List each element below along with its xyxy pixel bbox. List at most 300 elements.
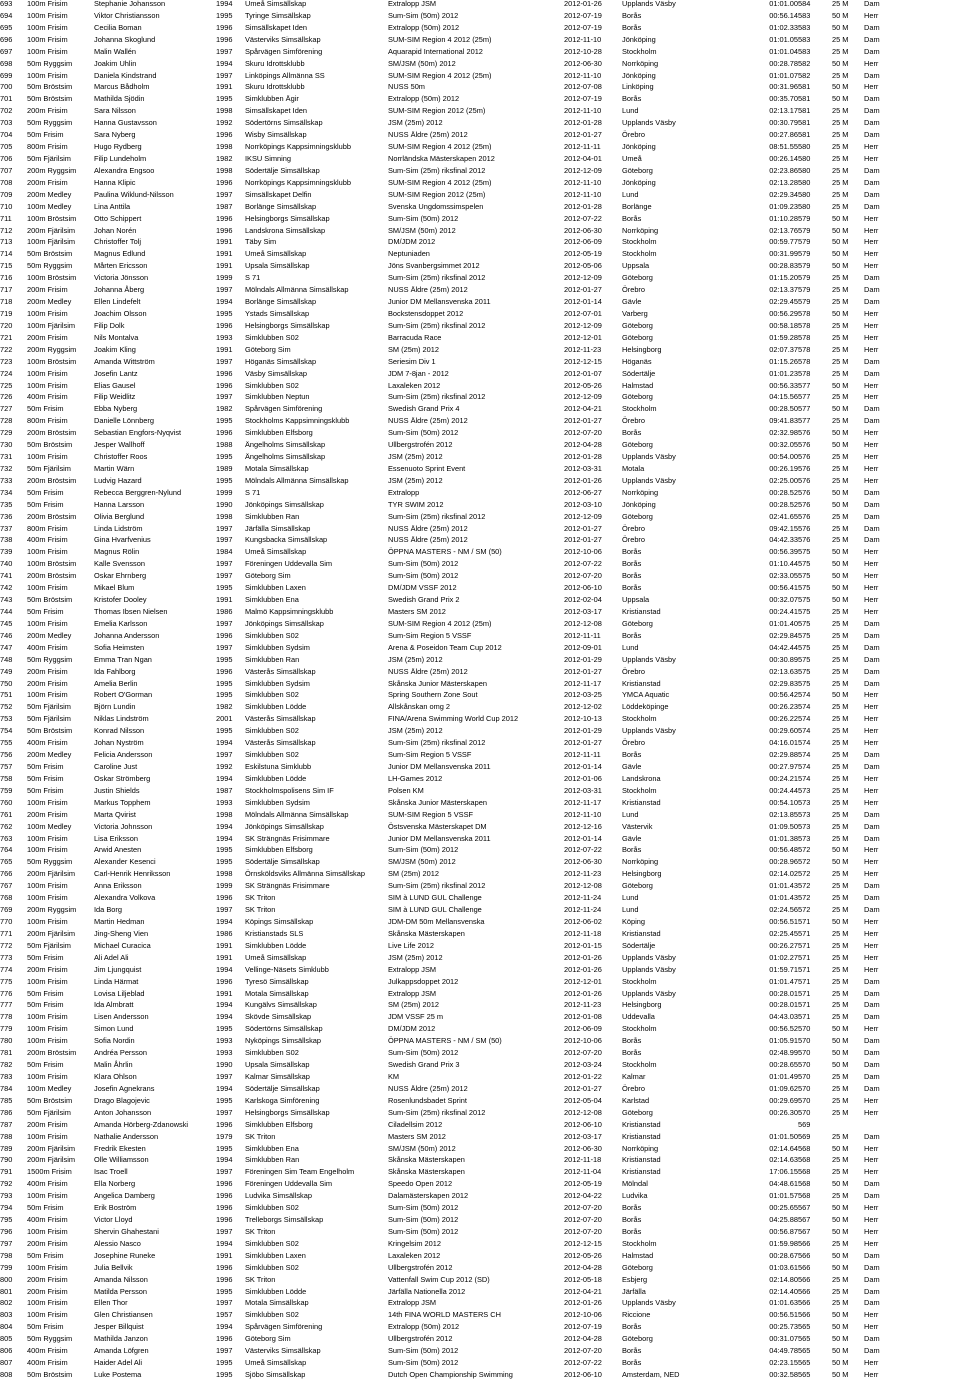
cell-competition: DM/JDM VSSF 2012 — [388, 583, 457, 593]
cell-club: Borlänge Simsällskap — [245, 201, 317, 211]
cell-location: Stockholm — [622, 46, 657, 56]
cell-birth-year: 1996 — [216, 1191, 233, 1201]
cell-name: Angelica Damberg — [94, 1191, 155, 1201]
cell-birth-year: 1996 — [216, 893, 233, 903]
cell-birth-year: 1982 — [216, 153, 233, 163]
cell-pool: 50 M — [832, 404, 849, 414]
cell-location: Upplands Väsby — [622, 475, 676, 485]
cell-birth-year: 1997 — [216, 1167, 233, 1177]
cell-date: 2012-01-27 — [564, 666, 602, 676]
cell-competition: Sum-Sim (50m) 2012 — [388, 1048, 459, 1058]
cell-club: Jönköpings Simsällskap — [245, 499, 324, 509]
cell-date: 2012-11-11 — [564, 142, 601, 152]
table-row — [0, 666, 960, 678]
cell-name: Joakim Uhlin — [94, 58, 137, 68]
cell-rank: 709 — [0, 189, 13, 199]
cell-name: Johanna Andersson — [94, 630, 160, 640]
cell-gender: Herr — [864, 10, 879, 20]
cell-location: Umeå — [622, 153, 642, 163]
cell-rank: 763 — [0, 833, 13, 843]
cell-rank: 772 — [0, 940, 13, 950]
cell-gender: Dam — [864, 1286, 880, 1296]
cell-event: 100m Medley — [27, 201, 72, 211]
cell-competition: Masters SM 2012 — [388, 607, 446, 617]
cell-event: 400m Frisim — [27, 535, 68, 545]
cell-club: Skuru Idrottsklubb — [245, 82, 305, 92]
cell-time: 02:48.99 — [769, 1048, 798, 1058]
cell-time: 00:56.87 — [769, 1226, 798, 1236]
cell-competition: Sum-Sim Region 5 VSSF — [388, 630, 472, 640]
cell-rank: 799 — [0, 1262, 13, 1272]
cell-gender: Herr — [864, 845, 879, 855]
cell-gender: Dam — [864, 976, 880, 986]
cell-rank: 765 — [0, 857, 13, 867]
cell-rank: 733 — [0, 475, 13, 485]
cell-club: Simsällskapet Iden — [245, 22, 308, 32]
cell-time: 04:15.56 — [769, 392, 798, 402]
cell-name: Drago Blagojevic — [94, 1095, 150, 1105]
cell-gender: Herr — [864, 571, 879, 581]
table-row — [0, 606, 960, 618]
cell-club: Mölndals Allmänna Simsällskap — [245, 475, 349, 485]
cell-competition: Skånska Mästerskapen — [388, 928, 465, 938]
cell-competition: SM (25m) 2012 — [388, 344, 439, 354]
cell-club: Simklubben Ena — [245, 595, 299, 605]
cell-event: 50m Frisim — [27, 785, 64, 795]
cell-name: Amanda Hörberg-Zdanowski — [94, 1119, 189, 1129]
cell-name: Amanda Nilsson — [94, 1274, 148, 1284]
table-row — [0, 141, 960, 153]
cell-points: 581 — [798, 82, 811, 92]
cell-gender: Herr — [864, 559, 879, 569]
cell-competition: JSM (25m) 2012 — [388, 475, 443, 485]
cell-club: Helsingborgs Simsällskap — [245, 213, 330, 223]
cell-birth-year: 1995 — [216, 857, 233, 867]
cell-pool: 50 M — [832, 1370, 849, 1380]
cell-name: Fredrik Ekesten — [94, 1143, 146, 1153]
cell-pool: 25 M — [832, 750, 849, 760]
table-row — [0, 749, 960, 761]
cell-location: Stockholm — [622, 1060, 657, 1070]
cell-location: Stockholm — [622, 976, 657, 986]
cell-birth-year: 1995 — [216, 845, 233, 855]
cell-gender: Herr — [864, 153, 879, 163]
cell-location: Jönköping — [622, 34, 656, 44]
cell-competition: Swedish Grand Prix 4 — [388, 404, 460, 414]
cell-birth-year: 1995 — [216, 452, 233, 462]
table-row — [0, 1119, 960, 1131]
cell-points: 566 — [798, 1250, 811, 1260]
cell-date: 2012-02-04 — [564, 595, 602, 605]
table-row — [0, 534, 960, 546]
cell-rank: 786 — [0, 1107, 13, 1117]
cell-birth-year: 1994 — [216, 1083, 233, 1093]
cell-date: 2012-03-25 — [564, 690, 602, 700]
cell-event: 200m Medley — [27, 750, 72, 760]
table-row — [0, 558, 960, 570]
table-row — [0, 93, 960, 105]
cell-birth-year: 1994 — [216, 833, 233, 843]
cell-points: 579 — [798, 285, 811, 295]
cell-event: 200m Frisim — [27, 1274, 68, 1284]
cell-time: 01:10.28 — [769, 213, 798, 223]
cell-pool: 25 M — [832, 893, 849, 903]
cell-name: Josefin Agnekrans — [94, 1083, 155, 1093]
cell-location: Riccione — [622, 1310, 651, 1320]
cell-competition: Kringelsim 2012 — [388, 1238, 441, 1248]
cell-gender: Dam — [864, 70, 880, 80]
cell-time: 00:26.27 — [769, 940, 798, 950]
cell-competition: Rosenlundsbadet Sprint — [388, 1095, 467, 1105]
cell-points: 565 — [798, 1322, 811, 1332]
cell-pool: 50 M — [832, 690, 849, 700]
cell-date: 2012-01-26 — [564, 988, 602, 998]
cell-birth-year: 1984 — [216, 547, 233, 557]
cell-event: 100m Frisim — [27, 46, 68, 56]
cell-location: Jönköping — [622, 142, 656, 152]
cell-rank: 710 — [0, 201, 13, 211]
cell-competition: SM/JSM (50m) 2012 — [388, 225, 456, 235]
cell-event: 200m Frisim — [27, 964, 68, 974]
cell-competition: JSM (25m) 2012 — [388, 726, 443, 736]
cell-points: 568 — [798, 1179, 811, 1189]
table-row — [0, 594, 960, 606]
cell-gender: Dam — [864, 821, 880, 831]
cell-rank: 713 — [0, 237, 13, 247]
cell-rank: 724 — [0, 368, 13, 378]
cell-location: Upplands Väsby — [622, 0, 676, 8]
cell-event: 100m Frisim — [27, 1012, 68, 1022]
cell-time: 00:24.21 — [769, 773, 798, 783]
table-row — [0, 1178, 960, 1190]
cell-date: 2012-01-27 — [564, 535, 602, 545]
cell-points: 572 — [798, 869, 811, 879]
cell-location: Gävle — [622, 833, 642, 843]
cell-competition: Arena & Poseidon Team Cup 2012 — [388, 642, 502, 652]
cell-competition: Polsen KM — [388, 785, 424, 795]
cell-event: 100m Frisim — [27, 797, 68, 807]
cell-location: Kristianstad — [622, 1155, 661, 1165]
cell-date: 2012-10-06 — [564, 1036, 602, 1046]
cell-birth-year: 1995 — [216, 94, 233, 104]
cell-points: 574 — [798, 750, 811, 760]
cell-competition: SUM-SIM Region 4 2012 (25m) — [388, 70, 492, 80]
table-row — [0, 451, 960, 463]
table-row — [0, 260, 960, 272]
table-row — [0, 58, 960, 70]
cell-pool: 50 M — [832, 1226, 849, 1236]
cell-name: Joakim Kling — [94, 344, 136, 354]
cell-time: 01:59.28 — [769, 332, 798, 342]
cell-event: 100m Frisim — [27, 380, 68, 390]
cell-date: 2012-12-01 — [564, 976, 602, 986]
cell-pool: 50 M — [832, 94, 849, 104]
cell-event: 200m Ryggsim — [27, 165, 77, 175]
cell-club: Södertörns Simsällskap — [245, 1024, 323, 1034]
cell-competition: Swedish Grand Prix 2 — [388, 595, 460, 605]
cell-pool: 25 M — [832, 34, 849, 44]
cell-event: 100m Frisim — [27, 618, 68, 628]
cell-points: 578 — [798, 320, 811, 330]
cell-location: Halmstad — [622, 1250, 654, 1260]
cell-time: 00:56.29 — [769, 308, 798, 318]
cell-gender: Herr — [864, 1143, 879, 1153]
cell-points: 566 — [798, 1286, 811, 1296]
cell-name: Caroline Just — [94, 762, 138, 771]
cell-time: 02:13.17 — [769, 106, 798, 116]
cell-competition: NUSS Äldre (25m) 2012 — [388, 1083, 468, 1093]
cell-club: Stockholms Kappsimningsklubb — [245, 416, 350, 426]
cell-rank: 764 — [0, 845, 13, 855]
cell-competition: Swedish Grand Prix 3 — [388, 1060, 460, 1070]
cell-event: 50m Frisim — [27, 773, 64, 783]
cell-rank: 693 — [0, 0, 13, 8]
cell-rank: 757 — [0, 762, 13, 771]
cell-competition: Sum-Sim (50m) 2012 — [388, 213, 459, 223]
cell-name: Joachim Olsson — [94, 308, 147, 318]
cell-rank: 753 — [0, 714, 13, 724]
cell-birth-year: 1995 — [216, 416, 233, 426]
cell-points: 573 — [798, 797, 811, 807]
cell-date: 2012-11-10 — [564, 70, 602, 80]
cell-event: 50m Frisim — [27, 607, 64, 617]
cell-location: Borås — [622, 1226, 642, 1236]
table-row — [0, 916, 960, 928]
cell-competition: Aquarapid International 2012 — [388, 46, 483, 56]
table-row — [0, 892, 960, 904]
table-row — [0, 1083, 960, 1095]
cell-gender: Herr — [864, 1203, 879, 1213]
cell-name: Filip Dolk — [94, 320, 125, 330]
cell-birth-year: 1997 — [216, 70, 233, 80]
cell-gender: Herr — [864, 1167, 879, 1177]
table-row — [0, 1286, 960, 1298]
cell-time: 02:13.63 — [769, 666, 798, 676]
cell-competition: Sum-Sim (25m) riksfinal 2012 — [388, 738, 486, 748]
cell-gender: Herr — [864, 380, 879, 390]
cell-name: Sara Nyberg — [94, 130, 136, 140]
cell-birth-year: 1996 — [216, 380, 233, 390]
cell-gender: Herr — [864, 1215, 879, 1225]
cell-date: 2012-07-20 — [564, 428, 602, 438]
cell-gender: Herr — [864, 1107, 879, 1117]
cell-time: 02:24.56 — [769, 905, 798, 915]
cell-time: 01:15.20 — [769, 273, 798, 283]
cell-pool: 25 M — [832, 702, 849, 712]
cell-competition: Sum-Sim (50m) 2012 — [388, 1215, 459, 1225]
cell-event: 200m Medley — [27, 189, 72, 199]
cell-points: 576 — [798, 523, 811, 533]
cell-club: Järfälla Simsällskap — [245, 523, 311, 533]
cell-gender: Dam — [864, 511, 880, 521]
cell-club: Linköpings Allmänna SS — [245, 70, 325, 80]
cell-pool: 25 M — [832, 1083, 849, 1093]
cell-rank: 701 — [0, 94, 13, 104]
cell-club: Spårvägen Simförening — [245, 46, 323, 56]
cell-points: 568 — [798, 1143, 811, 1153]
cell-club: Jönköpings Simsällskap — [245, 821, 324, 831]
table-row — [0, 689, 960, 701]
cell-time: 00:31.07 — [769, 1334, 798, 1344]
cell-location: Upplands Väsby — [622, 952, 676, 962]
cell-event: 200m Fjärilsim — [27, 1155, 76, 1165]
cell-pool: 25 M — [832, 928, 849, 938]
cell-gender: Herr — [864, 332, 879, 342]
cell-competition: JSM (25m) 2012 — [388, 118, 443, 128]
cell-gender: Dam — [864, 499, 880, 509]
cell-date: 2012-12-15 — [564, 356, 602, 366]
cell-date: 2012-11-10 — [564, 177, 602, 187]
cell-time: 02:29.88 — [769, 750, 798, 760]
cell-time: 01:01.40 — [769, 618, 798, 628]
cell-gender: Dam — [864, 1346, 880, 1356]
cell-rank: 769 — [0, 905, 13, 915]
cell-event: 100m Bröstsim — [27, 356, 77, 366]
table-row — [0, 976, 960, 988]
cell-date: 2012-05-18 — [564, 1274, 602, 1284]
cell-date: 2012-12-08 — [564, 881, 602, 891]
cell-competition: Ullbergstrofén 2012 — [388, 1334, 453, 1344]
cell-date: 2012-01-27 — [564, 523, 602, 533]
cell-rank: 708 — [0, 177, 13, 187]
cell-points: 570 — [798, 1083, 811, 1093]
cell-date: 2012-11-11 — [564, 750, 601, 760]
cell-name: Victoria Johnsson — [94, 821, 153, 831]
cell-event: 50m Frisim — [27, 1060, 64, 1070]
cell-birth-year: 1996 — [216, 177, 233, 187]
cell-pool: 25 M — [832, 1071, 849, 1081]
cell-pool: 50 M — [832, 308, 849, 318]
cell-rank: 738 — [0, 535, 13, 545]
cell-gender: Dam — [864, 833, 880, 843]
cell-name: Olivia Berglund — [94, 511, 145, 521]
cell-pool: 25 M — [832, 416, 849, 426]
cell-pool: 50 M — [832, 487, 849, 497]
cell-location: Göteborg — [622, 1334, 653, 1344]
cell-event: 50m Frisim — [27, 499, 64, 509]
cell-birth-year: 1996 — [216, 428, 233, 438]
cell-gender: Herr — [864, 249, 879, 259]
cell-pool: 25 M — [832, 1107, 849, 1117]
cell-time: 00:25.73 — [769, 1322, 798, 1332]
cell-location: Norrköping — [622, 857, 659, 867]
cell-pool: 25 M — [832, 70, 849, 80]
cell-name: Hanna Larsson — [94, 499, 145, 509]
cell-pool: 50 M — [832, 213, 849, 223]
cell-pool: 25 M — [832, 821, 849, 831]
cell-rank: 782 — [0, 1060, 13, 1070]
cell-gender: Dam — [864, 356, 880, 366]
cell-date: 2012-04-28 — [564, 1262, 602, 1272]
table-row — [0, 320, 960, 332]
cell-points: 580 — [798, 153, 811, 163]
cell-time: 02:13.76 — [769, 225, 798, 235]
cell-club: Väsby Simsällskap — [245, 368, 308, 378]
cell-competition: Allskånskan omg 2 — [388, 702, 451, 712]
cell-event: 400m Frisim — [27, 1358, 68, 1368]
cell-rank: 728 — [0, 416, 13, 426]
cell-date: 2012-12-09 — [564, 511, 602, 521]
cell-pool: 50 M — [832, 547, 849, 557]
cell-name: Markus Topphem — [94, 797, 151, 807]
cell-date: 2012-11-17 — [564, 797, 602, 807]
cell-gender: Herr — [864, 213, 879, 223]
cell-points: 583 — [798, 46, 811, 56]
cell-birth-year: 1996 — [216, 225, 233, 235]
cell-club: Simklubben Sydsim — [245, 678, 310, 688]
cell-competition: NUSS Äldre (25m) 2012 — [388, 523, 468, 533]
cell-location: Köping — [622, 916, 646, 926]
cell-club: SK Strängnäs Frisimmare — [245, 833, 330, 843]
cell-points: 571 — [798, 988, 811, 998]
cell-event: 200m Medley — [27, 630, 72, 640]
cell-name: Ella Norberg — [94, 1179, 136, 1189]
cell-rank: 790 — [0, 1155, 13, 1165]
cell-name: Björn Lundin — [94, 702, 136, 712]
cell-club: Simsällskapet Iden — [245, 106, 308, 116]
cell-pool: 25 M — [832, 785, 849, 795]
cell-date: 2012-01-26 — [564, 1298, 602, 1308]
cell-gender: Dam — [864, 22, 880, 32]
cell-pool: 25 M — [832, 118, 849, 128]
cell-time: 00:56.51 — [769, 916, 798, 926]
cell-name: Victor Lloyd — [94, 1215, 133, 1225]
cell-competition: ÖPPNA MASTERS - NM / SM (50) — [388, 1036, 502, 1046]
cell-event: 50m Ryggsim — [27, 1334, 73, 1344]
cell-event: 100m Frisim — [27, 34, 68, 44]
cell-name: Isac Troell — [94, 1167, 128, 1177]
cell-club: SK Triton — [245, 893, 276, 903]
table-row — [0, 1345, 960, 1357]
cell-points: 565 — [798, 1346, 811, 1356]
cell-birth-year: 1997 — [216, 571, 233, 581]
cell-event: 100m Frisim — [27, 10, 68, 20]
cell-location: Uppsala — [622, 595, 650, 605]
cell-event: 100m Frisim — [27, 583, 68, 593]
cell-points: 581 — [798, 130, 811, 140]
cell-event: 50m Bröstsim — [27, 82, 73, 92]
cell-date: 2012-11-23 — [564, 344, 602, 354]
cell-points: 579 — [798, 249, 811, 259]
table-row — [0, 880, 960, 892]
cell-points: 580 — [798, 201, 811, 211]
cell-date: 2012-12-08 — [564, 618, 602, 628]
cell-points: 580 — [798, 177, 811, 187]
cell-name: Michael Curacica — [94, 940, 151, 950]
cell-gender: Dam — [864, 678, 880, 688]
cell-birth-year: 1999 — [216, 881, 233, 891]
cell-event: 50m Bröstsim — [27, 440, 73, 450]
cell-pool: 50 M — [832, 1179, 849, 1189]
cell-rank: 781 — [0, 1048, 13, 1058]
cell-rank: 776 — [0, 988, 13, 998]
cell-rank: 739 — [0, 547, 13, 557]
cell-club: Simklubben S02 — [245, 1262, 299, 1272]
cell-points: 571 — [798, 1012, 811, 1022]
cell-location: Landskrona — [622, 773, 661, 783]
cell-event: 100m Frisim — [27, 308, 68, 318]
cell-gender: Herr — [864, 916, 879, 926]
cell-time: 02:29.83 — [769, 678, 798, 688]
cell-pool: 50 M — [832, 1334, 849, 1344]
cell-rank: 731 — [0, 452, 13, 462]
cell-location: Borås — [622, 1215, 642, 1225]
cell-gender: Dam — [864, 988, 880, 998]
table-row — [0, 904, 960, 916]
cell-gender: Dam — [864, 1083, 880, 1093]
cell-time: 01:09.50 — [769, 821, 798, 831]
table-row — [0, 272, 960, 284]
